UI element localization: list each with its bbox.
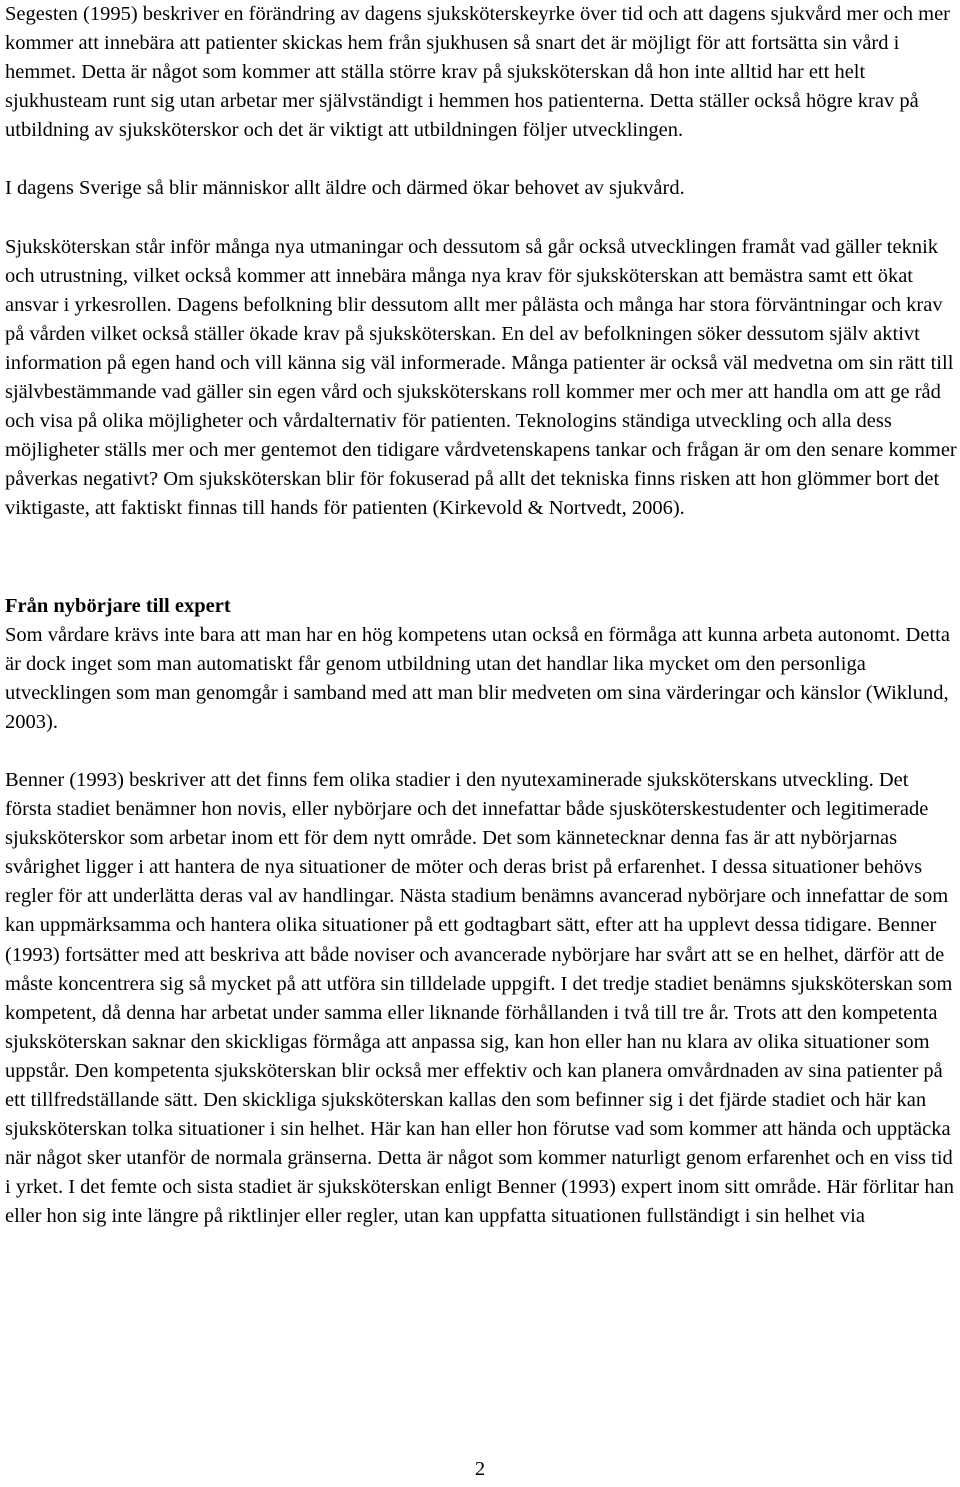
body-paragraph: I dagens Sverige så blir människor allt äldre och därmed ökar behovet av sjukvård.: [5, 177, 685, 200]
page-number: 2: [474, 1458, 486, 1480]
body-paragraph: Benner (1993) beskriver att det finns fem olika stadier i den nyutexaminerade sjuksköterskans utveckling. Det första stadiet benämner hon novis, eller nybörjare och det innefattar både sjusköterskestudenter och legitimerade sjuksköterskor som arbetar inom ett för dem nytt område. Det som kännetecknar denna fas är att nybörjarnas svårighet ligger i att hantera de nya situationer de möter och deras brist på erfarenhet. I dessa situationer behövs regler för att underlätta deras val av handlingar. Nästa stadium benämns avancerad nybörjare och innefattar de som kan uppmärksamma och hantera olika situationer på ett godtagbart sätt, efter att ha upplevt dessa tidigare. Benner (1993) fortsätter med att beskriva att både noviser och avancerade nybörjare har svårt att se en helhet, därför att de måste koncentrera sig så mycket på att utföra sin tilldelade uppgift. I det tredje stadiet benämns sjuksköterskan som kompetent, då denna har arbetat under samma eller liknande förhållanden i två till tre år. Trots att den kompetenta sjuksköterskan saknar den skickligas förmåga att anpassa sig, kan hon eller han nu klara av olika situationer som uppstår. Den kompetenta sjuksköterskan blir också mer effektiv och kan planera omvårdnaden av sina patienter på ett tillfredställande sätt. Den skickliga sjuksköterskan kallas den som befinner sig i det fjärde stadiet och här kan sjuksköterskan tolka situationer i sin helhet. Här kan han eller hon förutse vad som kommer att hända och upptäcka när något sker utanför de normala gränserna. Detta är något som kommer naturligt genom erfarenhet och en viss tid i yrket. I det femte och sista stadiet är sjuksköterskan enligt Benner (1993) expert inom sitt område. Här förlitar han eller hon sig inte längre på riktlinjer eller regler, utan kan uppfatta situationen fullständigt i sin helhet via: [5, 768, 954, 1228]
body-paragraph: Segesten (1995) beskriver en förändring av dagens sjuksköterskeyrke över tid och att dagens sjukvård mer och mer kommer att innebära att patienter skickas hem från sjukhusen så snart det är möjligt för att fortsätta sin vård i hemmet. Detta är något som kommer att ställa större krav på sjuksköterskan då hon inte alltid har ett helt sjukhusteam runt sig utan arbetar mer självständigt i hemmen hos patienterna. Detta ställer också högre krav på utbildning av sjuksköterskor och det är viktigt att utbildningen följer utvecklingen.: [5, 3, 950, 142]
document-page: [5, 0, 957, 1231]
section-heading: Från nybörjare till expert: [5, 594, 231, 617]
body-paragraph: Som vårdare krävs inte bara att man har en hög kompetens utan också en förmåga att kunna arbeta autonomt. Detta är dock inget som man automatiskt får genom utbildning utan det handlar lika mycket om den personliga utvecklingen som man genomgår i samband med att man blir medveten om sina värderingar och känslor (Wiklund, 2003).: [5, 623, 950, 733]
body-paragraph: Sjuksköterskan står inför många nya utmaningar och dessutom så går också utvecklingen framåt vad gäller teknik och utrustning, vilket också kommer att innebära många nya krav för sjuksköterskan att bemästra samt ett ökat ansvar i yrkesrollen. Dagens befolkning blir dessutom allt mer pålästa och många har stora förväntningar och krav på vården vilket också ställer ökade krav på sjuksköterskan. En del av befolkningen söker dessutom själv aktivt information på egen hand och vill känna sig väl informerade. Många patienter är också väl medvetna om sin rätt till självbestämmande vad gäller sin egen vård och sjuksköterskans roll kommer mer och mer att handla om att ge råd och visa på olika möjligheter och vårdalternativ för patienten. Teknologins ständiga utveckling och alla dess möjligheter ställs mer och mer gentemot den tidigare vårdvetenskapens tankar och frågan är om den senare kommer påverkas negativt? Om sjuksköterskan blir för fokuserad på allt det tekniska finns risken att hon glömmer bort det viktigaste, att faktiskt finnas till hands för patienten (Kirkevold & Nortvedt, 2006).: [5, 235, 957, 520]
